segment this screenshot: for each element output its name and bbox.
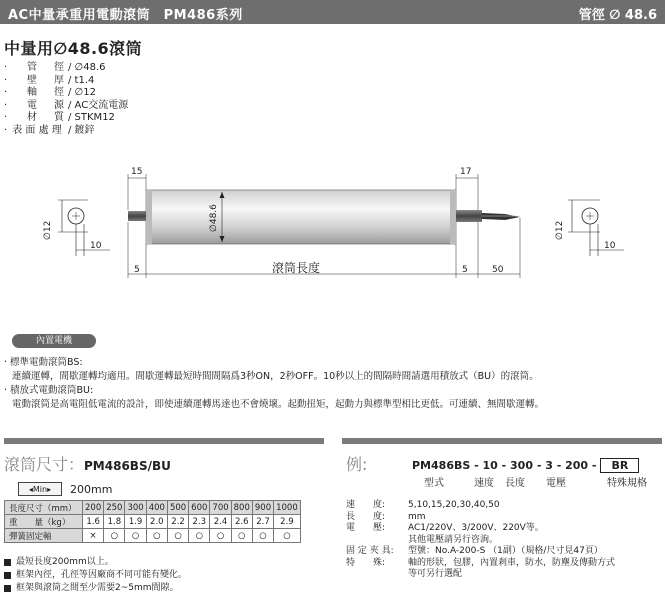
spec-row: · 電 源 / AC交流電源 — [4, 99, 129, 111]
sub-length: 長度 — [505, 478, 525, 489]
spec-row: · 管 徑 / ∅48.6 — [4, 62, 106, 73]
bullet-square-icon — [4, 572, 11, 579]
dim-17: 17 — [460, 167, 472, 177]
spec-row: 電 壓: AC1/220V、3/200V、220V等。 — [346, 523, 544, 533]
roller-drawing — [0, 160, 665, 290]
spec-row: 特 殊: 軸的形狀，包膠，內置剎車，防水，防塵及傳動方式 — [346, 557, 616, 568]
example-code-box: BR — [600, 458, 639, 473]
sub-speed: 速度 — [474, 478, 494, 489]
dim-5-left: 5 — [134, 265, 140, 275]
note-item: 框架與滾筒之間至少需要2~5mm間隙。 — [4, 582, 187, 595]
spec-row: 速 度: 5,10,15,20,30,40,50 — [346, 500, 500, 510]
description — [4, 356, 664, 412]
dim-phi486: ∅48.6 — [209, 204, 219, 232]
bullet-square-icon — [4, 559, 11, 566]
sub-special: 特殊規格 — [607, 478, 647, 489]
example-specs — [346, 500, 615, 581]
sub-type: 型式 — [424, 478, 444, 489]
built-in-motor-badge: 內置電機 — [12, 334, 96, 348]
spec-row: 等可另行選配 — [408, 569, 463, 579]
example-code: PM486BS - 10 - 300 - 3 - 200 - BR — [412, 458, 639, 473]
page-title: 中量用∅48.6滾筒 — [4, 39, 143, 58]
dim-15: 15 — [131, 167, 143, 177]
roller-body — [128, 167, 520, 278]
dim-phi12-right: ∅12 — [555, 220, 565, 240]
header-title: AC中量承重用電動滾筒 PM486系列 — [8, 8, 243, 23]
bullet-square-icon — [4, 585, 11, 592]
dim-10-left: 10 — [90, 241, 102, 251]
bu-text: 電動滾筒是高電阻低電流的設計，即使連續運轉馬達也不會燒壞。起動扭矩，起動力與標準型相比更低。可連續、無間歇運轉。 — [12, 399, 545, 410]
dim-50: 50 — [492, 265, 504, 275]
min-length-icon: ◂ Min ▸ — [18, 482, 62, 496]
sub-voltage: 電壓 — [546, 478, 566, 489]
roller-size-title: 滾筒尺寸：PM486BS/BU — [4, 455, 171, 474]
spec-row: 固 定 夾 具: 型號：No.A-200-S （1副）（規格/尺寸見47頁） — [346, 546, 603, 556]
section-divider-left — [4, 438, 324, 444]
table-row: 重 量（kg） 1.6 1.8 1.9 2.0 2.2 2.3 2.4 2.6 2.7 2.9 — [5, 515, 301, 529]
min-length — [18, 482, 112, 496]
spec-list — [4, 62, 128, 137]
dim-phi12-left: ∅12 — [43, 220, 53, 240]
example-label: 例: — [346, 455, 368, 474]
header-diameter: 管徑 ∅ 48.6 — [578, 8, 657, 23]
spec-row: 其他電壓請另行咨詢。 — [408, 534, 499, 545]
bs-text: 連續運轉，間歇運轉均適用。間歇運轉最短時間間隔爲3秒ON，2秒OFF。10秒以上的間隔時間請選用積放式（BU）的滾筒。 — [12, 371, 539, 382]
table-row: 彈簧固定軸 × ○ ○ ○ ○ ○ ○ ○ ○ ○ — [5, 529, 301, 543]
table-row: 長度尺寸（mm） 200 250 300 400 500 600 700 800 900 1000 — [5, 501, 301, 515]
length-table — [4, 500, 301, 543]
min-length-value: 200mm — [70, 482, 113, 496]
left-end-view — [43, 200, 110, 256]
right-end-view — [555, 200, 624, 256]
dim-10-right: 10 — [604, 241, 616, 251]
spec-row: · 軸 徑 / ∅12 — [4, 87, 96, 98]
bs-title: · 標準電動滾筒BS: — [4, 357, 83, 368]
note-item: 最短長度200mm以上。 — [4, 556, 187, 569]
spec-row: · 表 面 處 理 / 鍍鋅 — [4, 124, 95, 136]
bu-title: · 積放式電動滾筒BU: — [4, 385, 94, 396]
header-bar — [0, 0, 665, 24]
notes — [4, 556, 187, 595]
roller-length-label: 滾筒長度 — [272, 261, 321, 275]
dim-5-right: 5 — [462, 265, 468, 275]
spec-row: · 壁 厚 / t1.4 — [4, 74, 95, 86]
note-item: 框架內徑，孔徑等因廠商不同可能有變化。 — [4, 569, 187, 582]
spec-row: 長 度: mm — [346, 511, 426, 522]
spec-row: · 材 質 / STKM12 — [4, 112, 115, 123]
section-divider-right — [342, 438, 662, 444]
